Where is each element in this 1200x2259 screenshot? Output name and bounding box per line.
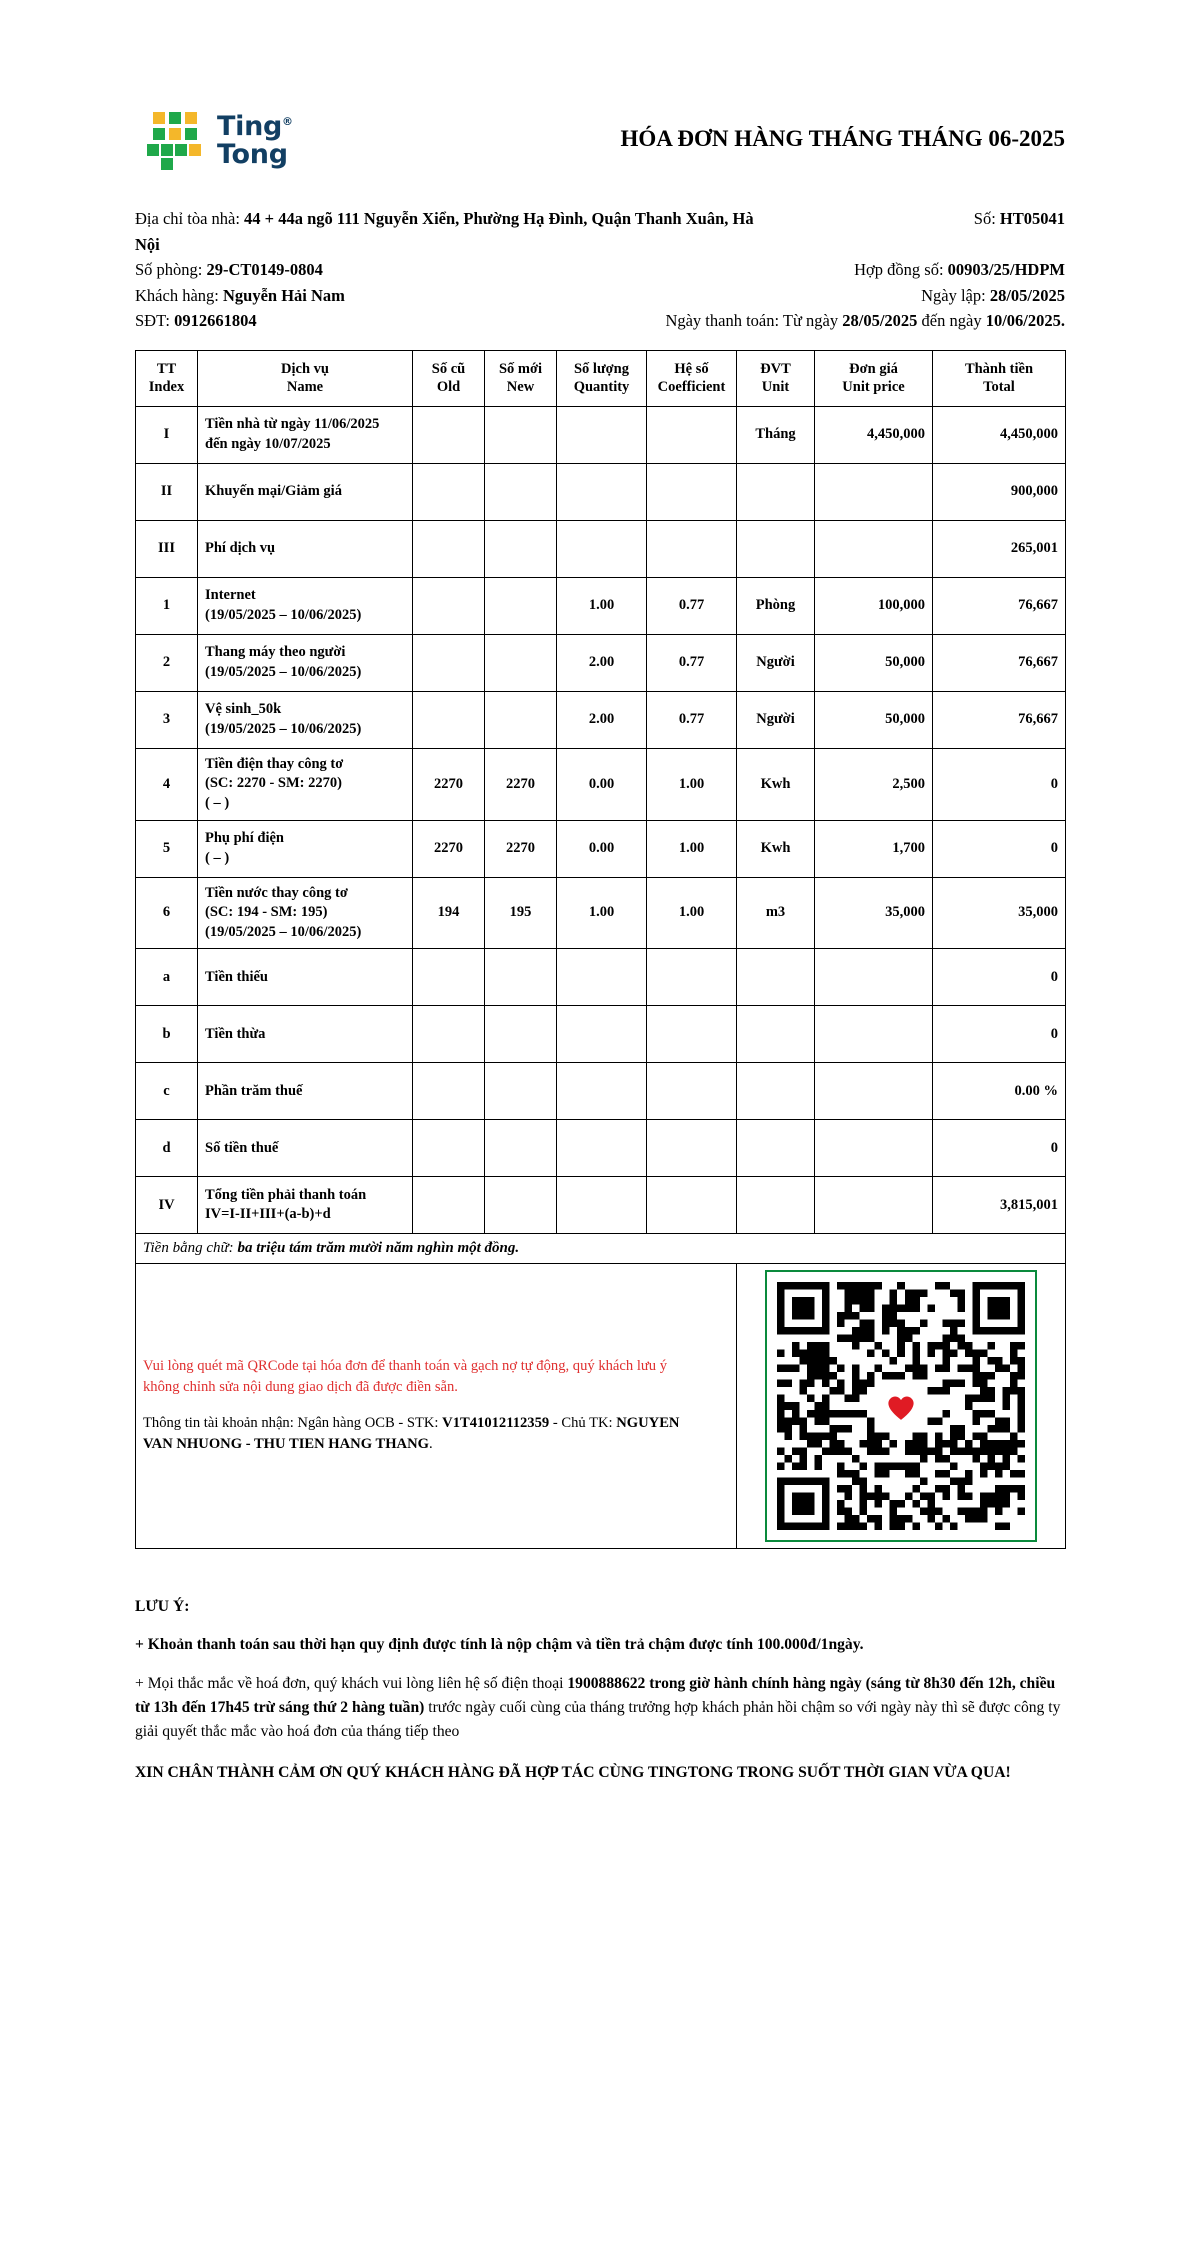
service-name-sub: (SC: 194 - SM: 195) (205, 904, 328, 921)
cell-index: 2 (136, 634, 198, 691)
brand-logo (135, 110, 293, 172)
cell-old (413, 1006, 485, 1063)
cell-service-name (198, 1006, 413, 1063)
customer-phone-value: 0912661804 (174, 311, 257, 331)
thanks-message: XIN CHÂN THÀNH CẢM ƠN QUÝ KHÁCH HÀNG ĐÃ HỢP TÁC CÙNG TINGTONG TRONG SUỐT THỜI GIAN VỪA QUA! (135, 1764, 1011, 1782)
cell-old (413, 1063, 485, 1120)
brand-name (217, 110, 293, 170)
cell-service-name (198, 463, 413, 520)
bank-account-owner: NGUYEN VAN NHUONG - THU TIEN HANG THANG (143, 1414, 680, 1453)
cell-service-name (198, 406, 413, 463)
service-name-sub: (19/05/2025 – 10/06/2025) (205, 606, 362, 623)
col-coefficient (647, 350, 737, 406)
cell-old: 2270 (413, 820, 485, 877)
notes-title: LƯU Ý: (135, 1598, 190, 1616)
col-quantity-l1: Số lượng (573, 360, 629, 377)
created-date-value: 28/05/2025 (989, 285, 1065, 305)
cell-total: 0 (933, 748, 1066, 820)
cell-new (485, 1120, 557, 1177)
cell-index: c (136, 1063, 198, 1120)
cell-coefficient (647, 1006, 737, 1063)
col-price-l2: Unit price (842, 379, 905, 396)
col-coefficient-l1: Hệ số (674, 360, 709, 377)
cell-quantity (557, 1120, 647, 1177)
cell-total: 0 (933, 820, 1066, 877)
bank-info-suffix: . (428, 1436, 433, 1453)
contract-number-value: 00903/25/HDPM (947, 260, 1065, 280)
service-name: Tiền nước thay công tơ (205, 884, 348, 901)
invoice-number-value: HT05041 (999, 209, 1065, 228)
cell-unit: Người (737, 634, 815, 691)
cell-unit: Kwh (737, 748, 815, 820)
col-index-l2: Index (148, 379, 185, 396)
cell-coefficient: 1.00 (647, 748, 737, 820)
payment-period-from: 28/05/2025 (842, 311, 918, 331)
cell-old (413, 577, 485, 634)
cell-index: 3 (136, 691, 198, 748)
cell-index: b (136, 1006, 198, 1063)
cell-price: 1,700 (815, 820, 933, 877)
cell-index: III (136, 520, 198, 577)
cell-coefficient: 0.77 (647, 691, 737, 748)
room-number (135, 257, 323, 283)
table-body (136, 406, 1066, 1233)
service-name: Vệ sinh_50k (205, 701, 282, 718)
cell-quantity: 1.00 (557, 877, 647, 949)
notes-line-2 (135, 1672, 1065, 1744)
col-unit (737, 350, 815, 406)
notes-line-2c: trước ngày cuối cùng của tháng trưởng hợp khách phản hồi chậm so với ngày này thì sẽ được công ty giải quyết thắc mắc vào hoá đơn của tháng tiếp theo (135, 1698, 1061, 1740)
cell-coefficient (647, 1120, 737, 1177)
col-name-l1: Dịch vụ (281, 360, 329, 377)
col-total-l1: Thành tiền (964, 360, 1034, 377)
service-name-sub: (19/05/2025 – 10/06/2025) (205, 663, 362, 680)
cell-total: 0 (933, 949, 1066, 1006)
cell-total: 265,001 (933, 520, 1066, 577)
cell-quantity: 2.00 (557, 691, 647, 748)
payment-period-label: Ngày thanh toán: Từ ngày (665, 311, 839, 331)
cell-quantity: 0.00 (557, 748, 647, 820)
cell-price: 35,000 (815, 877, 933, 949)
payment-period-mid: đến ngày (921, 311, 982, 331)
cell-coefficient (647, 463, 737, 520)
table-header (136, 350, 1066, 406)
cell-index: 6 (136, 877, 198, 949)
cell-coefficient (647, 949, 737, 1006)
table-row (136, 463, 1066, 520)
col-price (815, 350, 933, 406)
cell-unit (737, 1063, 815, 1120)
cell-quantity (557, 520, 647, 577)
cell-index: II (136, 463, 198, 520)
col-name-l2: Name (286, 379, 324, 396)
cell-total: 0 (933, 1006, 1066, 1063)
service-name: Phần trăm thuế (205, 1082, 303, 1099)
cell-coefficient: 0.77 (647, 634, 737, 691)
qr-payment-note: Vui lòng quét mã QRCode tại hóa đơn để thanh toán và gạch nợ tự động, quý khách lưu ý không chỉnh sửa nội dung giao dịch đã được điền sẵn. (143, 1358, 668, 1396)
cell-price: 50,000 (815, 634, 933, 691)
cell-quantity (557, 949, 647, 1006)
brand-name-line2: Tong (217, 139, 288, 170)
payment-period (665, 308, 1065, 334)
cell-total: 3,815,001 (933, 1177, 1066, 1234)
cell-total: 0 (933, 1120, 1066, 1177)
service-name-sub2: (19/05/2025 – 10/06/2025) (205, 923, 362, 940)
table-row (136, 820, 1066, 877)
table-row (136, 748, 1066, 820)
cell-unit (737, 1177, 815, 1234)
cell-price (815, 1177, 933, 1234)
invoice-table (135, 350, 1066, 1549)
tingtong-logo-icon (145, 110, 207, 172)
qr-code-box[interactable] (765, 1270, 1037, 1542)
room-number-value: 29-CT0149-0804 (206, 260, 323, 280)
cell-price (815, 1120, 933, 1177)
cell-index: 1 (136, 577, 198, 634)
cell-new: 2270 (485, 748, 557, 820)
cell-total: 900,000 (933, 463, 1066, 520)
service-name: Internet (205, 587, 256, 604)
cell-coefficient (647, 1063, 737, 1120)
cell-service-name (198, 820, 413, 877)
cell-new (485, 1063, 557, 1120)
cell-unit: Kwh (737, 820, 815, 877)
invoice-header (135, 110, 1065, 172)
table-row (136, 1177, 1066, 1234)
customer-name (135, 283, 345, 309)
col-quantity-l2: Quantity (573, 379, 630, 396)
customer-name-label: Khách hàng: (135, 285, 219, 305)
cell-service-name (198, 949, 413, 1006)
cell-total: 35,000 (933, 877, 1066, 949)
table-row (136, 520, 1066, 577)
amount-in-words-row (136, 1234, 1066, 1264)
table-row (136, 691, 1066, 748)
customer-phone (135, 308, 257, 334)
cell-old (413, 1120, 485, 1177)
bank-account-number: V1T41012112359 (442, 1414, 550, 1431)
col-new (485, 350, 557, 406)
created-date-label: Ngày lập: (921, 285, 986, 305)
contract-number (854, 257, 1065, 283)
cell-new (485, 463, 557, 520)
service-name-sub: IV=I-II+III+(a-b)+d (205, 1206, 331, 1223)
building-address (135, 206, 775, 257)
building-address-value: 44 + 44a ngõ 111 Nguyễn Xiển, Phường Hạ Đình, Quận Thanh Xuân, Hà Nội (135, 209, 754, 254)
cell-index: IV (136, 1177, 198, 1234)
cell-old (413, 406, 485, 463)
service-name-sub: (SC: 2270 - SM: 2270) (205, 775, 342, 792)
cell-unit: Người (737, 691, 815, 748)
invoice-number-label: Số: (973, 209, 996, 228)
cell-index: 5 (136, 820, 198, 877)
cell-unit: m3 (737, 877, 815, 949)
bank-info (143, 1413, 703, 1457)
notes-line-2b: trong giờ hành chính hàng ngày (sáng từ 8h30 đến 12h, chiều từ 13h đến 17h45 trừ sáng thứ 2 hàng tuần) (135, 1674, 1056, 1716)
cell-price: 2,500 (815, 748, 933, 820)
invoice-number (974, 206, 1065, 232)
cell-quantity (557, 1006, 647, 1063)
room-number-label: Số phòng: (135, 260, 203, 280)
cell-unit: Phòng (737, 577, 815, 634)
service-name-sub2: ( – ) (205, 795, 230, 812)
payment-period-to: 10/06/2025. (985, 311, 1065, 331)
service-name: Phí dịch vụ (205, 540, 276, 557)
table-row (136, 577, 1066, 634)
col-old-l2: Old (436, 379, 461, 396)
cell-unit (737, 520, 815, 577)
cell-total: 76,667 (933, 577, 1066, 634)
cell-quantity (557, 1177, 647, 1234)
cell-index: I (136, 406, 198, 463)
payment-info (136, 1264, 737, 1549)
cell-unit (737, 463, 815, 520)
col-total (933, 350, 1066, 406)
table-row (136, 1063, 1066, 1120)
table-header-row (136, 350, 1066, 406)
cell-price (815, 1006, 933, 1063)
col-unit-l2: Unit (761, 379, 790, 396)
support-phone-number: 1900888622 (567, 1674, 646, 1692)
service-name: Tiền thiếu (205, 968, 268, 985)
contract-number-label: Hợp đồng số: (854, 260, 944, 280)
service-name: Khuyến mại/Giảm giá (205, 483, 342, 500)
cell-coefficient (647, 1177, 737, 1234)
cell-total: 0.00 % (933, 1063, 1066, 1120)
cell-service-name (198, 1177, 413, 1234)
table-footer-body (136, 1234, 1066, 1549)
cell-new (485, 520, 557, 577)
cell-coefficient (647, 520, 737, 577)
cell-service-name (198, 634, 413, 691)
service-name-sub: (19/05/2025 – 10/06/2025) (205, 720, 362, 737)
col-index-l1: TT (156, 360, 177, 377)
cell-coefficient: 0.77 (647, 577, 737, 634)
cell-new (485, 634, 557, 691)
cell-service-name (198, 877, 413, 949)
cell-quantity: 2.00 (557, 634, 647, 691)
cell-price (815, 463, 933, 520)
cell-old (413, 1177, 485, 1234)
cell-new (485, 1177, 557, 1234)
building-address-label: Địa chỉ tòa nhà: (135, 209, 240, 228)
cell-quantity (557, 1063, 647, 1120)
cell-price (815, 520, 933, 577)
cell-service-name (198, 1120, 413, 1177)
col-name (198, 350, 413, 406)
cell-price: 100,000 (815, 577, 933, 634)
bank-info-prefix: Thông tin tài khoản nhận: Ngân hàng OCB - STK: (143, 1414, 439, 1431)
cell-new: 2270 (485, 820, 557, 877)
cell-quantity: 0.00 (557, 820, 647, 877)
service-name: Tổng tiền phải thanh toán (205, 1186, 367, 1203)
brand-name-line1: Ting (217, 110, 283, 142)
cell-coefficient (647, 406, 737, 463)
table-row (136, 877, 1066, 949)
cell-quantity (557, 463, 647, 520)
service-name: Tiền điện thay công tơ (205, 755, 344, 772)
cell-index: a (136, 949, 198, 1006)
table-row (136, 406, 1066, 463)
qr-cell (737, 1264, 1066, 1549)
amount-in-words-value: ba triệu tám trăm mười năm nghìn một đồng. (237, 1240, 520, 1257)
cell-service-name (198, 520, 413, 577)
cell-index: 4 (136, 748, 198, 820)
notes-section (135, 1595, 1065, 1784)
page-title: HÓA ĐƠN HÀNG THÁNG THÁNG 06-2025 (620, 126, 1065, 151)
cell-coefficient: 1.00 (647, 877, 737, 949)
col-new-l1: Số mới (498, 360, 543, 377)
customer-phone-label: SĐT: (135, 311, 170, 331)
cell-new (485, 949, 557, 1006)
cell-new (485, 1006, 557, 1063)
bank-info-mid: - Chủ TK: (552, 1414, 613, 1431)
created-date (921, 283, 1065, 309)
service-name: Số tiền thuế (205, 1139, 279, 1156)
cell-price: 4,450,000 (815, 406, 933, 463)
cell-coefficient: 1.00 (647, 820, 737, 877)
table-row (136, 949, 1066, 1006)
table-row (136, 1006, 1066, 1063)
cell-service-name (198, 748, 413, 820)
cell-old: 194 (413, 877, 485, 949)
col-old-l1: Số cũ (431, 360, 466, 377)
cell-total: 4,450,000 (933, 406, 1066, 463)
col-new-l2: New (506, 379, 535, 396)
cell-unit (737, 949, 815, 1006)
customer-name-value: Nguyễn Hải Nam (222, 285, 345, 305)
col-unit-l1: ĐVT (760, 360, 791, 377)
cell-old (413, 520, 485, 577)
cell-service-name (198, 577, 413, 634)
cell-new (485, 406, 557, 463)
cell-service-name (198, 1063, 413, 1120)
col-quantity (557, 350, 647, 406)
cell-new (485, 691, 557, 748)
col-total-l2: Total (983, 379, 1015, 396)
cell-new: 195 (485, 877, 557, 949)
service-name-sub: ( – ) (205, 849, 230, 866)
cell-unit (737, 1120, 815, 1177)
cell-quantity: 1.00 (557, 577, 647, 634)
service-name: Thang máy theo người (205, 644, 346, 661)
cell-old (413, 691, 485, 748)
amount-in-words-label: Tiền bằng chữ: (143, 1240, 234, 1257)
cell-unit: Tháng (737, 406, 815, 463)
cell-index: d (136, 1120, 198, 1177)
amount-in-words (136, 1234, 1066, 1264)
col-old (413, 350, 485, 406)
cell-total: 76,667 (933, 691, 1066, 748)
table-row (136, 1120, 1066, 1177)
brand-trademark: ® (282, 114, 293, 128)
cell-old: 2270 (413, 748, 485, 820)
col-index (136, 350, 198, 406)
heart-icon (880, 1385, 922, 1427)
service-name: Tiền thừa (205, 1025, 266, 1042)
col-coefficient-l2: Coefficient (657, 379, 726, 396)
service-name: Tiền nhà từ ngày 11/06/2025 đến ngày 10/07/2025 (205, 416, 380, 452)
notes-line-1: + Khoản thanh toán sau thời hạn quy định được tính là nộp chậm và tiền trả chậm được tính 100.000đ/1ngày. (135, 1636, 864, 1654)
cell-service-name (198, 691, 413, 748)
cell-total: 76,667 (933, 634, 1066, 691)
cell-price: 50,000 (815, 691, 933, 748)
cell-price (815, 949, 933, 1006)
table-row (136, 634, 1066, 691)
service-name: Phụ phí điện (205, 830, 284, 847)
notes-line-2a: + Mọi thắc mắc về hoá đơn, quý khách vui lòng liên hệ số điện thoại (135, 1674, 564, 1692)
cell-old (413, 463, 485, 520)
cell-old (413, 634, 485, 691)
col-price-l1: Đơn giá (849, 360, 898, 377)
cell-new (485, 577, 557, 634)
cell-unit (737, 1006, 815, 1063)
invoice-meta (135, 206, 1065, 334)
payment-row (136, 1264, 1066, 1549)
cell-old (413, 949, 485, 1006)
cell-price (815, 1063, 933, 1120)
cell-quantity (557, 406, 647, 463)
